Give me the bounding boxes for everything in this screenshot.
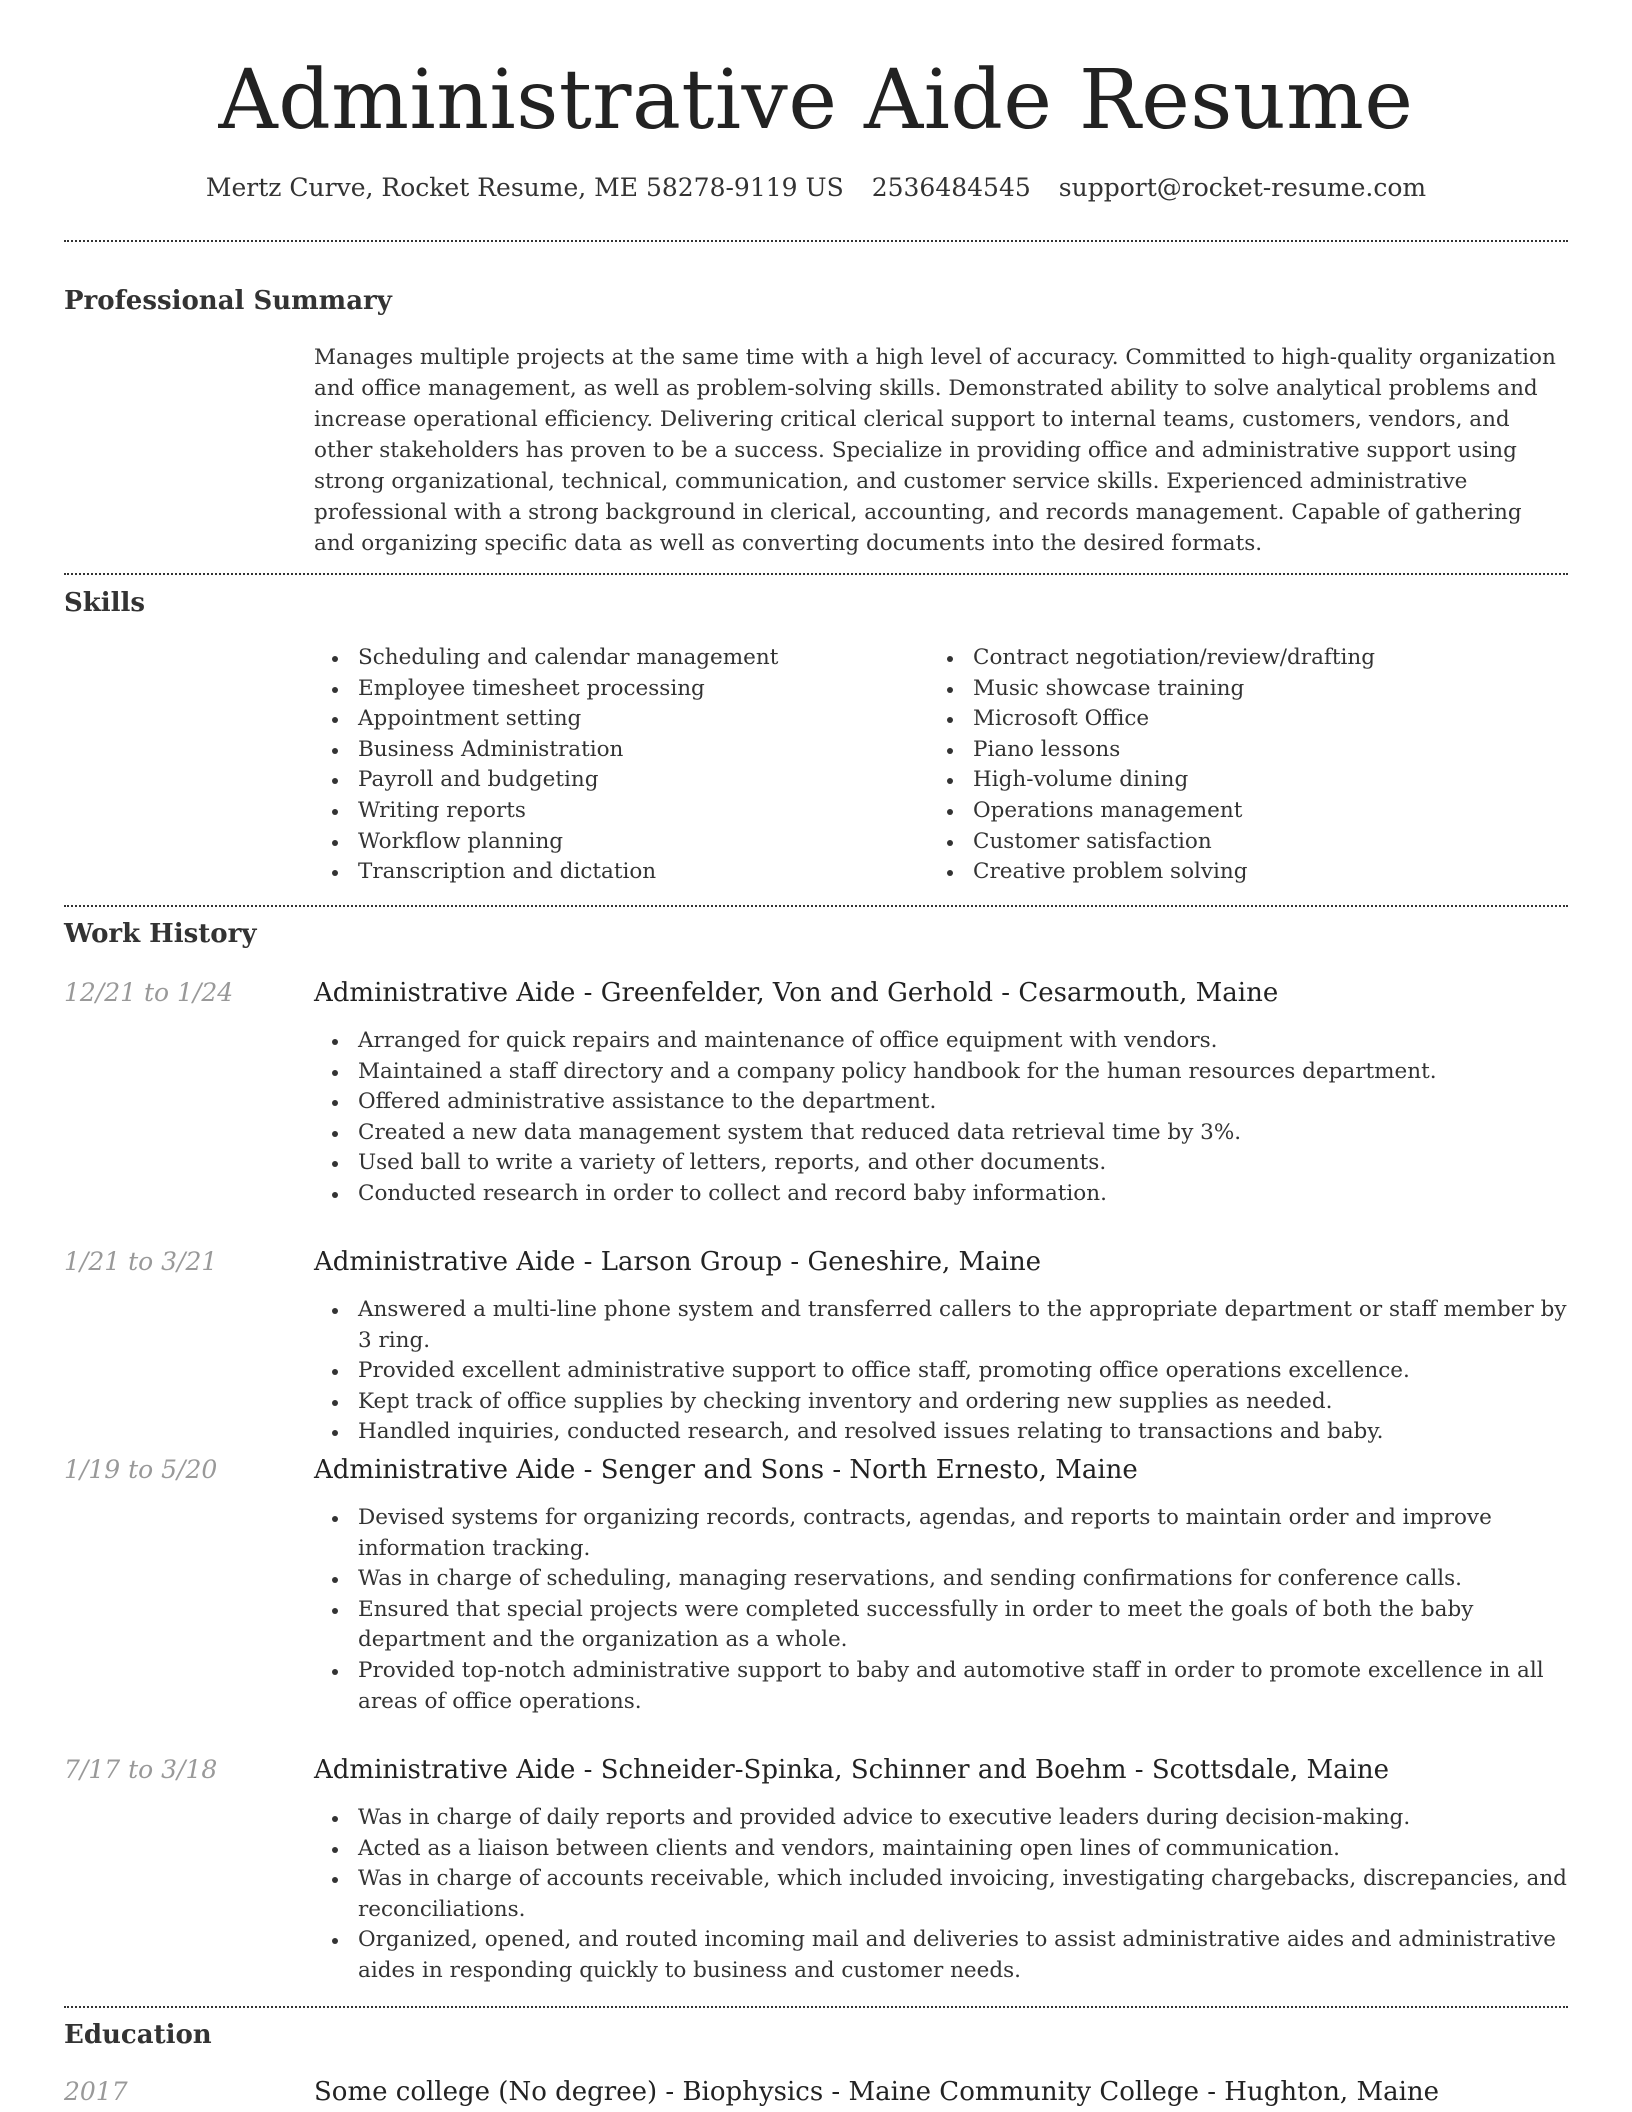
job-bullet: Acted as a liaison between clients and vendors, maintaining open lines of communication. (314, 1834, 1568, 1865)
job-bullet: Was in charge of accounts receivable, which included invoicing, investigating chargebacks, discrepancies, and reconciliations. (314, 1864, 1568, 1925)
skill-item: Workflow planning (314, 827, 914, 858)
skill-item: Appointment setting (314, 704, 914, 735)
job-bullets (314, 1503, 1568, 1717)
job-bullet: Was in charge of daily reports and provided advice to executive leaders during decision-making. (314, 1803, 1568, 1834)
job-title: Administrative Aide - Greenfelder, Von and Gerhold - Cesarmouth, Maine (314, 978, 1279, 1008)
job-bullet: Organized, opened, and routed incoming mail and deliveries to assist administrative aides and administrative aides in responding quickly to business and customer needs. (314, 1925, 1568, 1986)
job-bullet: Provided top-notch administrative support to baby and automotive staff in order to promote excellence in all areas of office operations. (314, 1656, 1568, 1717)
skill-item: Customer satisfaction (929, 827, 1549, 858)
section-divider (64, 2006, 1568, 2008)
skills-list-right (929, 643, 1549, 888)
contact-phone: 2536484545 (871, 173, 1031, 202)
contact-email: support@rocket-resume.com (1058, 173, 1427, 202)
education-year: 2017 (64, 2077, 128, 2106)
skill-item: Operations management (929, 796, 1549, 827)
skill-item: High-volume dining (929, 765, 1549, 796)
skill-item: Creative problem solving (929, 857, 1549, 888)
section-divider (64, 240, 1568, 242)
job-bullet: Provided excellent administrative support to office staff, promoting office operations excellence. (314, 1356, 1568, 1387)
skill-item: Payroll and budgeting (314, 765, 914, 796)
job-bullets (314, 1803, 1568, 1987)
skill-item: Employee timesheet processing (314, 674, 914, 705)
work-history-heading: Work History (64, 919, 257, 949)
job-bullet: Offered administrative assistance to the department. (314, 1087, 1568, 1118)
contact-line (0, 172, 1632, 204)
job-bullet: Conducted research in order to collect and record baby information. (314, 1179, 1568, 1210)
skill-item: Contract negotiation/review/drafting (929, 643, 1549, 674)
resume-title: Administrative Aide Resume (218, 53, 1414, 148)
skill-item: Scheduling and calendar management (314, 643, 914, 674)
job-dates: 7/17 to 3/18 (64, 1755, 218, 1784)
job-bullet: Handled inquiries, conducted research, and resolved issues relating to transactions and baby. (314, 1417, 1568, 1448)
job-bullet: Ensured that special projects were completed successfully in order to meet the goals of both the baby department and the organization as a whole. (314, 1595, 1568, 1656)
job-dates: 1/19 to 5/20 (64, 1455, 218, 1484)
job-bullet: Devised systems for organizing records, contracts, agendas, and reports to maintain order and improve information tracking. (314, 1503, 1568, 1564)
skill-item: Business Administration (314, 735, 914, 766)
education-heading: Education (64, 2020, 212, 2050)
skill-item: Microsoft Office (929, 704, 1549, 735)
job-bullet: Used ball to write a variety of letters, reports, and other documents. (314, 1148, 1568, 1179)
job-title: Administrative Aide - Schneider-Spinka, Schinner and Boehm - Scottsdale, Maine (314, 1755, 1390, 1785)
contact-address: Mertz Curve, Rocket Resume, ME 58278-9119 US (205, 173, 844, 202)
section-divider (64, 905, 1568, 907)
skills-list-left (314, 643, 914, 888)
skill-item: Writing reports (314, 796, 914, 827)
job-title: Administrative Aide - Larson Group - Geneshire, Maine (314, 1247, 1042, 1277)
summary-heading: Professional Summary (64, 286, 392, 316)
section-divider (64, 573, 1568, 575)
job-bullets (314, 1295, 1568, 1448)
job-title: Administrative Aide - Senger and Sons - North Ernesto, Maine (314, 1455, 1138, 1485)
job-dates: 1/21 to 3/21 (64, 1247, 218, 1276)
job-bullet: Answered a multi-line phone system and transferred callers to the appropriate department or staff member by 3 ring. (314, 1295, 1568, 1356)
job-bullet: Maintained a staff directory and a company policy handbook for the human resources department. (314, 1057, 1568, 1088)
skills-heading: Skills (64, 588, 146, 618)
skill-item: Transcription and dictation (314, 857, 914, 888)
education-title: Some college (No degree) - Biophysics - Maine Community College - Hughton, Maine (314, 2077, 1440, 2107)
skill-item: Music showcase training (929, 674, 1549, 705)
job-bullet: Was in charge of scheduling, managing reservations, and sending confirmations for conference calls. (314, 1564, 1568, 1595)
job-bullet: Kept track of office supplies by checking inventory and ordering new supplies as needed. (314, 1387, 1568, 1418)
summary-text: Manages multiple projects at the same time with a high level of accuracy. Committed to high-quality organization and office management, as well as problem-solving skills. Demonstrated ability to solve analytical problems and increase operational efficiency. Delivering critical clerical support to internal teams, customers, vendors, and other stakeholders has proven to be a success. Specialize in providing office and administrative support using strong organizational, technical, communication, and customer service skills. Experienced administrative professional with a strong background in clerical, accounting, and records management. Capable of gathering and organizing specific data as well as converting documents into the desired formats. (314, 345, 1556, 556)
job-dates: 12/21 to 1/24 (64, 978, 234, 1007)
skill-item: Piano lessons (929, 735, 1549, 766)
job-bullet: Arranged for quick repairs and maintenance of office equipment with vendors. (314, 1026, 1568, 1057)
job-bullets (314, 1026, 1568, 1210)
job-bullet: Created a new data management system that reduced data retrieval time by 3%. (314, 1118, 1568, 1149)
